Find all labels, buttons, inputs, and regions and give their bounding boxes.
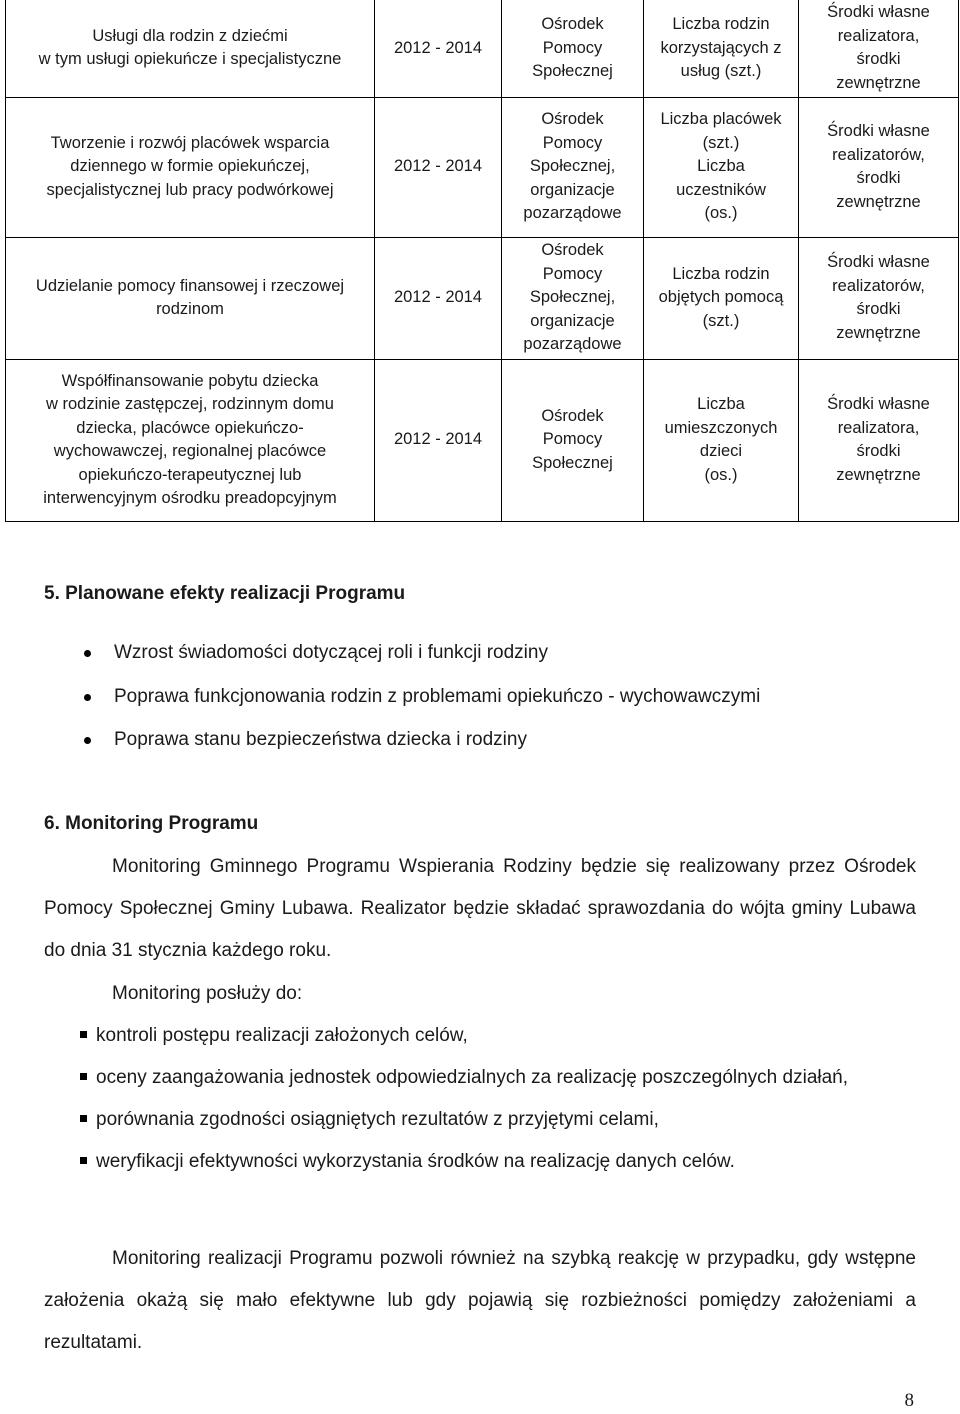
cell-text: 2012 - 2014 bbox=[393, 430, 483, 449]
table-cell-task bbox=[6, 359, 375, 521]
cell-text: Pomocy bbox=[542, 133, 603, 152]
table-cell-task bbox=[6, 97, 375, 237]
cell-text: 2012 - 2014 bbox=[393, 38, 483, 57]
cell-text: środki bbox=[856, 442, 901, 460]
section6-heading: 6. Monitoring Programu bbox=[44, 813, 259, 834]
cell-text: Społecznej, bbox=[529, 288, 616, 307]
cell-text: objętych pomocą bbox=[658, 288, 784, 307]
cell-text: Środki własne bbox=[827, 253, 930, 271]
cell-text: organizacje bbox=[530, 180, 615, 199]
list-item: Wzrost świadomości dotyczącej roli i funkcji rodziny bbox=[84, 631, 760, 675]
table-row bbox=[6, 359, 959, 521]
cell-text: usług (szt.) bbox=[680, 62, 762, 80]
square-bullet-icon bbox=[80, 1157, 87, 1164]
table-cell-executor bbox=[502, 0, 644, 97]
cell-text: Ośrodek bbox=[541, 110, 604, 129]
cell-text: środki bbox=[856, 169, 901, 187]
table-cell-period bbox=[375, 0, 502, 97]
table-cell-task bbox=[6, 237, 375, 359]
cell-text: (szt.) bbox=[702, 311, 740, 330]
cell-text: Liczba bbox=[697, 157, 745, 176]
cell-text: 2012 - 2014 bbox=[393, 288, 483, 307]
section5-heading: 5. Planowane efekty realizacji Programu bbox=[44, 583, 406, 604]
cell-text: zewnętrzne bbox=[836, 192, 921, 211]
cell-text: w rodzinie zastępczej, rodzinnym domu bbox=[46, 395, 334, 413]
cell-text: Liczba rodzin bbox=[672, 264, 770, 283]
cell-text: Społecznej bbox=[532, 453, 613, 472]
page-number: 8 bbox=[904, 1390, 914, 1411]
cell-text: 2012 - 2014 bbox=[393, 157, 483, 176]
cell-text: Pomocy bbox=[542, 264, 603, 283]
monitoring-intro: Monitoring posłuży do: bbox=[112, 983, 303, 1004]
cell-text: rodzinom bbox=[156, 300, 224, 318]
cell-text: Ośrodek bbox=[541, 406, 604, 425]
cell-text: Liczba bbox=[697, 395, 745, 413]
table-cell-indicator bbox=[644, 359, 799, 521]
cell-text: Środki własne bbox=[827, 395, 930, 413]
cell-text: środki bbox=[856, 300, 901, 318]
table-cell-task bbox=[6, 0, 375, 97]
cell-text: Społecznej, bbox=[529, 157, 616, 176]
cell-text: Ośrodek bbox=[541, 15, 604, 33]
table-row bbox=[6, 97, 959, 237]
table-cell-funding bbox=[799, 359, 959, 521]
cell-text: Współfinansowanie pobytu dziecka bbox=[61, 371, 319, 390]
cell-text: Liczba rodzin bbox=[672, 15, 770, 33]
table-row bbox=[6, 237, 959, 359]
cell-text: realizatora, bbox=[837, 418, 920, 437]
table-cell-indicator bbox=[644, 237, 799, 359]
list-item: oceny zaangażowania jednostek odpowiedzialnych za realizację poszczególnych działań, bbox=[80, 1057, 916, 1099]
effects-list bbox=[84, 631, 760, 762]
table-row bbox=[6, 0, 959, 97]
cell-text: organizacje bbox=[530, 311, 615, 330]
cell-text: uczestników bbox=[676, 180, 766, 199]
cell-text: zewnętrzne bbox=[836, 73, 921, 92]
cell-text: wychowawczej, regionalnej placówce bbox=[53, 442, 327, 460]
cell-text: Środki własne bbox=[827, 122, 930, 140]
tasks-table bbox=[5, 0, 959, 522]
list-item: weryfikacji efektywności wykorzystania środków na realizację danych celów. bbox=[80, 1141, 916, 1183]
cell-text: Ośrodek bbox=[541, 241, 604, 260]
cell-text: Usługi dla rodzin z dziećmi bbox=[92, 26, 288, 45]
bullet-icon bbox=[84, 737, 91, 744]
cell-text: Społecznej bbox=[532, 62, 613, 80]
cell-text: (szt.) bbox=[702, 133, 740, 152]
cell-text: realizatorów, bbox=[832, 276, 925, 295]
list-item: porównania zgodności osiągniętych rezultatów z przyjętymi celami, bbox=[80, 1099, 916, 1141]
cell-text: Liczba placówek bbox=[660, 110, 782, 129]
cell-text: Środki własne bbox=[827, 3, 930, 22]
cell-text: zewnętrzne bbox=[836, 323, 921, 342]
cell-text: Pomocy bbox=[542, 430, 603, 449]
bullet-icon bbox=[84, 694, 91, 701]
table-cell-funding bbox=[799, 97, 959, 237]
cell-text: opiekuńczo-terapeutycznej lub bbox=[78, 465, 302, 484]
table-cell-executor bbox=[502, 237, 644, 359]
table-cell-period bbox=[375, 359, 502, 521]
cell-text: w tym usługi opiekuńcze i specjalistyczne bbox=[38, 50, 342, 69]
cell-text: pozarządowe bbox=[523, 204, 622, 223]
monitoring-paragraph: Monitoring Gminnego Programu Wspierania Rodziny będzie się realizowany przez Ośrodek Pomocy Społecznej Gminy Lubawa. Realizator będzie składać sprawozdania do wójta gminy Lubawa do dnia 31 stycznia każdego roku. bbox=[44, 856, 916, 961]
cell-text: Udzielanie pomocy finansowej i rzeczowej bbox=[35, 276, 345, 295]
cell-text: korzystających z bbox=[660, 38, 782, 57]
table-cell-indicator bbox=[644, 97, 799, 237]
table-cell-executor bbox=[502, 97, 644, 237]
cell-text: umieszczonych bbox=[664, 418, 778, 437]
list-item: Poprawa funkcjonowania rodzin z problemami opiekuńczo - wychowawczymi bbox=[84, 675, 760, 719]
cell-text: Pomocy bbox=[542, 38, 603, 57]
list-item: Poprawa stanu bezpieczeństwa dziecka i rodziny bbox=[84, 718, 760, 762]
cell-text: realizatora, bbox=[837, 26, 920, 45]
table-cell-funding bbox=[799, 237, 959, 359]
square-bullet-icon bbox=[80, 1031, 87, 1038]
bullet-icon bbox=[84, 650, 91, 657]
list-item: kontroli postępu realizacji założonych celów, bbox=[80, 1015, 916, 1057]
square-bullet-icon bbox=[80, 1073, 87, 1080]
cell-text: interwencyjnym ośrodku preadopcyjnym bbox=[43, 489, 337, 507]
closing-paragraph: Monitoring realizacji Programu pozwoli również na szybką reakcję w przypadku, gdy wstępne założenia okażą się mało efektywne lub gdy pojawią się rozbieżności pomiędzy założeniami a rezultatami. bbox=[44, 1248, 916, 1353]
table-cell-funding bbox=[799, 0, 959, 97]
cell-text: dziecka, placówce opiekuńczo- bbox=[76, 418, 304, 437]
cell-text: Tworzenie i rozwój placówek wsparcia bbox=[50, 133, 330, 152]
table-cell-indicator bbox=[644, 0, 799, 97]
cell-text: dzieci bbox=[699, 442, 743, 460]
cell-text: dziennego w formie opiekuńczej, bbox=[70, 157, 310, 176]
cell-text: środki bbox=[856, 50, 901, 69]
square-bullet-icon bbox=[80, 1115, 87, 1122]
cell-text: pozarządowe bbox=[523, 335, 622, 354]
cell-text: specjalistycznej lub pracy podwórkowej bbox=[46, 180, 334, 199]
cell-text: zewnętrzne bbox=[836, 465, 921, 484]
cell-text: realizatorów, bbox=[832, 145, 925, 164]
table-cell-period bbox=[375, 97, 502, 237]
cell-text: (os.) bbox=[704, 204, 738, 223]
cell-text: (os.) bbox=[704, 465, 738, 484]
table-cell-period bbox=[375, 237, 502, 359]
monitoring-list bbox=[80, 1015, 916, 1183]
table-cell-executor bbox=[502, 359, 644, 521]
